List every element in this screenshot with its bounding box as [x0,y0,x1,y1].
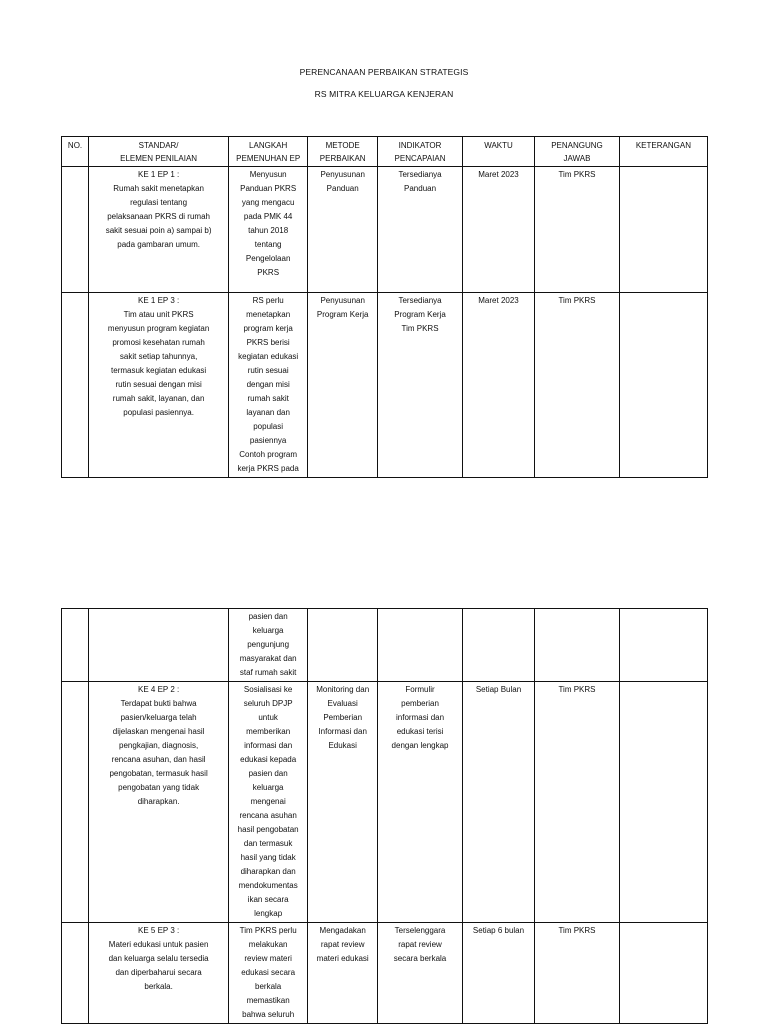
cell-standar: KE 4 EP 2 : Terdapat bukti bahwa pasien/keluarga telah dijelaskan mengenai hasil pengkajian, diagnosis, rencana asuhan, dan hasil pengobatan, termasuk hasil pengobatan yang tidak diharapkan. [89,682,229,923]
header-keterangan: KETERANGAN [619,137,707,167]
cell-metode: Monitoring dan Evaluasi Pemberian Informasi dan Edukasi [308,682,378,923]
cell-no [62,293,89,478]
cell-langkah: Sosialisasi ke seluruh DPJP untuk memberikan informasi dan edukasi kepada pasien dan keluarga mengenai rencana asuhan hasil pengobatan dan termasuk hasil yang tidak diharapkan dan mendokumentas ikan secara lengkap [229,682,308,923]
header-waktu: WAKTU [462,137,534,167]
cell-indikator: Terselenggara rapat review secara berkala [378,923,463,1024]
table-row [62,167,708,293]
cell-penanggung-jawab: Tim PKRS [535,167,620,293]
cell-metode: Penyusunan Program Kerja [308,293,378,478]
header-langkah: LANGKAH PEMENUHAN EP [229,137,308,167]
cell-keterangan [619,293,707,478]
header-no: NO. [62,137,89,167]
header-penanggung-jawab: PENANGUNG JAWAB [535,137,620,167]
strategy-table-page-1 [61,136,708,478]
cell-penanggung-jawab [535,609,620,682]
table-row [62,682,708,923]
cell-standar: KE 1 EP 1 : Rumah sakit menetapkan regulasi tentang pelaksanaan PKRS di rumah sakit sesuai poin a) sampai b) pada gambaran umum. [89,167,229,293]
cell-standar: KE 1 EP 3 : Tim atau unit PKRS menyusun program kegiatan promosi kesehatan rumah sakit setiap tahunnya, termasuk kegiatan edukasi rutin sesuai dengan misi rumah sakit, layanan, dan populasi pasiennya. [89,293,229,478]
table-row [62,923,708,1024]
cell-keterangan [619,167,707,293]
cell-standar: KE 5 EP 3 : Materi edukasi untuk pasien dan keluarga selalu tersedia dan diperbaharui secara berkala. [89,923,229,1024]
cell-metode: Penyusunan Panduan [308,167,378,293]
table-header-row [62,137,708,167]
cell-indikator: Formulir pemberian informasi dan edukasi terisi dengan lengkap [378,682,463,923]
cell-waktu [462,609,534,682]
table-row [62,609,708,682]
cell-waktu: Maret 2023 [462,167,534,293]
cell-langkah: RS perlu menetapkan program kerja PKRS berisi kegiatan edukasi rutin sesuai dengan misi rumah sakit layanan dan populasi pasiennya Contoh program kerja PKRS pada [229,293,308,478]
cell-keterangan [619,682,707,923]
cell-waktu: Setiap Bulan [462,682,534,923]
cell-standar [89,609,229,682]
cell-metode [308,609,378,682]
header-standar: STANDAR/ ELEMEN PENILAIAN [89,137,229,167]
cell-penanggung-jawab: Tim PKRS [535,923,620,1024]
cell-no [62,682,89,923]
cell-no [62,923,89,1024]
cell-indikator: Tersedianya Panduan [378,167,463,293]
header-metode: METODE PERBAIKAN [308,137,378,167]
cell-langkah: Menyusun Panduan PKRS yang mengacu pada PMK 44 tahun 2018 tentang Pengelolaan PKRS [229,167,308,293]
hospital-name: RS MITRA KELUARGA KENJERAN [314,89,454,99]
header-indikator: INDIKATOR PENCAPAIAN [378,137,463,167]
cell-langkah: Tim PKRS perlu melakukan review materi edukasi secara berkala memastikan bahwa seluruh [229,923,308,1024]
cell-keterangan [619,609,707,682]
cell-langkah: pasien dan keluarga pengunjung masyarakat dan staf rumah sakit [229,609,308,682]
table-row [62,293,708,478]
cell-no [62,167,89,293]
cell-indikator [378,609,463,682]
cell-penanggung-jawab: Tim PKRS [535,682,620,923]
strategy-table-page-2 [61,608,708,1024]
cell-waktu: Maret 2023 [462,293,534,478]
cell-waktu: Setiap 6 bulan [462,923,534,1024]
cell-keterangan [619,923,707,1024]
cell-penanggung-jawab: Tim PKRS [535,293,620,478]
cell-indikator: Tersedianya Program Kerja Tim PKRS [378,293,463,478]
cell-metode: Mengadakan rapat review materi edukasi [308,923,378,1024]
page-title: PERENCANAAN PERBAIKAN STRATEGIS [299,67,469,77]
cell-no [62,609,89,682]
